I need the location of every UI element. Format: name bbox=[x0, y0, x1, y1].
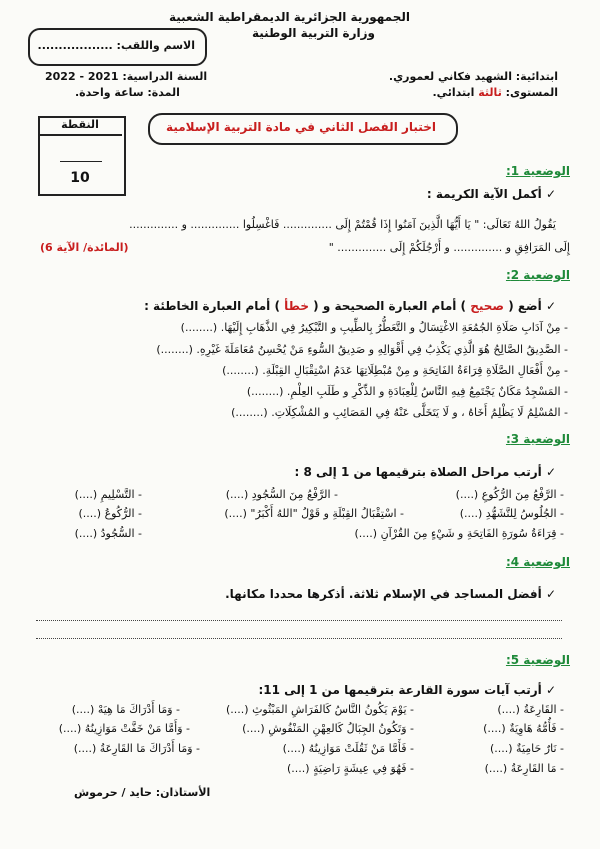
prayer-step: - الرَّفْعُ مِنَ الرُّكُوعِ (....) bbox=[455, 488, 564, 501]
section-5-title: الوضعية 5: bbox=[505, 653, 570, 667]
section-1-instruction: ✓ أكمل الآية الكريمة : bbox=[426, 187, 556, 201]
section-3-instruction: ✓ أرتب مراحل الصلاة بترقيمها من 1 إلى 8 : bbox=[294, 465, 556, 479]
statement-2: - الصَّدِيقُ الصَّالِحُ هُوَ الَّذِي يَكْذِبُ فِي أَقْوَالِهِ و صَدِيقُ السُّوءِ مَنْ يُحْسِنُ مُعَامَلَةَ غَيْرِهِ. (........) bbox=[156, 343, 568, 356]
level-label: المستوى: bbox=[501, 86, 558, 99]
verse-item: - فَهُوَ فِي عِيشَةٍ رَاضِيَةٍ (....) bbox=[287, 762, 414, 775]
prayer-step: - الجُلُوسُ لِلتَّشَهُّدِ (....) bbox=[459, 507, 564, 520]
verse-item: - فَأُمُّهُ هَاوِيَةٌ (....) bbox=[483, 722, 564, 735]
answer-line[interactable] bbox=[36, 620, 562, 621]
prayer-step: - الرُّكُوعُ (....) bbox=[78, 507, 142, 520]
score-fraction-line bbox=[60, 161, 102, 162]
section-1-title: الوضعية 1: bbox=[505, 164, 570, 178]
republic-title: الجمهورية الجزائرية الديمقراطية الشعبية bbox=[168, 10, 410, 24]
score-label: النقطة bbox=[61, 118, 99, 131]
verse-reference: (المائدة/ الآية 6) bbox=[40, 241, 129, 254]
score-total: 10 bbox=[70, 170, 90, 186]
correct-word: صحيح bbox=[470, 299, 505, 313]
level-line bbox=[432, 86, 558, 100]
prayer-step: - الرَّفْعُ مِنَ السُّجُودِ (....) bbox=[225, 488, 338, 501]
section-2-title: الوضعية 2: bbox=[505, 268, 570, 282]
verse-item: - وَمَا أَدْرَاكَ مَا القَارِعَةُ (....) bbox=[73, 742, 200, 755]
section-4-title: الوضعية 4: bbox=[505, 555, 570, 569]
verse-item: - القَارِعَةُ (....) bbox=[497, 703, 564, 716]
teachers-signature: الأستاذان: حايد / حرموش bbox=[74, 786, 211, 799]
statement-1: - مِنْ آدَابِ صَلَاةِ الجُمُعَةِ الاغْتِسَالُ و التَّعَطُّرُ بِالطِّيبِ و التَّبْكِيرُ فِي الذَّهَابِ إِلَيْهَا. (........) bbox=[180, 321, 568, 334]
statement-4: - المَسْجِدُ مَكَانٌ يَجْتَمِعُ فِيهِ النَّاسُ لِلْعِبَادَةِ و الذِّكْرِ و طَلَبِ العِلْمِ. (........) bbox=[246, 385, 568, 398]
school-name: ابتدائية: الشهيد فكاني لعموري. bbox=[388, 70, 558, 83]
verse-item: - نَارٌ حَامِيَةٌ (....) bbox=[489, 742, 564, 755]
verse-item: - يَوْمَ يَكُونُ النَّاسُ كَالفَرَاشِ المَبْثُوثِ (....) bbox=[226, 703, 414, 716]
verse-item: - مَا القَارِعَةُ (....) bbox=[484, 762, 564, 775]
school-year: السنة الدراسية: 2021 - 2022 bbox=[45, 70, 208, 83]
name-field[interactable]: الاسم واللقب: .................. bbox=[37, 39, 195, 52]
prayer-step: - اسْتِقْبَالُ القِبْلَةِ و قَوْلُ "اللهُ أَكْبَرُ" (....) bbox=[224, 507, 404, 520]
check-icon: ✓ bbox=[541, 187, 556, 201]
verse-line-2: إِلَى المَرَافِقِ و .............. و أَرْجُلَكُمْ إِلَى .............. " bbox=[328, 241, 570, 254]
wrong-word: خطأ bbox=[284, 299, 309, 313]
verse-item: - وَمَا أَدْرَاكَ مَا هِيَهْ (....) bbox=[71, 703, 180, 716]
check-icon: ✓ bbox=[541, 299, 556, 313]
section-4-instruction: ✓ أفضل المساجد في الإسلام ثلاثة. أذكرها محددا مكانها. bbox=[225, 587, 556, 601]
exam-title: اختبار الفصل الثاني في مادة التربية الإسلامية bbox=[166, 120, 436, 134]
level-suffix: ابتدائي. bbox=[432, 86, 479, 99]
prayer-step: - السُّجُودُ (....) bbox=[74, 527, 142, 540]
exam-duration: المدة: ساعة واحدة. bbox=[75, 86, 180, 99]
check-icon: ✓ bbox=[541, 465, 556, 479]
verse-item: - وَتَكُونُ الجِبَالُ كَالعِهْنِ المَنْفُوشِ (....) bbox=[242, 722, 414, 735]
check-icon: ✓ bbox=[541, 683, 556, 697]
prayer-step: - التَّسْلِيمِ (....) bbox=[74, 488, 142, 501]
answer-line[interactable] bbox=[36, 638, 562, 639]
prayer-step: - قِرَاءَةُ سُورَةِ الفَاتِحَةِ و شَيْءٍ مِنَ القُرْآنِ (....) bbox=[354, 527, 564, 540]
statement-5: - المُسْلِمُ لَا يَظْلِمُ أَخَاهُ ، و لَا يَتَخَلَّى عَنْهُ فِي المَصَائِبِ و المُشْكِلَاتِ. (........) bbox=[231, 406, 568, 419]
section-2-instruction: ✓ أضع ( صحيح ) أمام العبارة الصحيحة و ( خطأ ) أمام العبارة الخاطئة : bbox=[144, 299, 556, 313]
verse-line-1: يَقُولُ اللهُ تَعَالَى: " يَا أَيُّهَا الَّذِينَ آمَنُوا إِذَا قُمْتُمْ إِلَى .............. فَاغْسِلُوا .............. و .............. bbox=[129, 218, 556, 231]
section-3-title: الوضعية 3: bbox=[505, 432, 570, 446]
verse-item: - فَأَمَّا مَنْ ثَقُلَتْ مَوَازِينُهُ (....) bbox=[282, 742, 414, 755]
level-value: ثالثة bbox=[478, 86, 502, 99]
ministry-title: وزارة التربية الوطنية bbox=[251, 26, 375, 40]
check-icon: ✓ bbox=[541, 587, 556, 601]
statement-3: - مِنْ أَفْعَالِ الصَّلَاةِ قِرَاءَةُ الفَاتِحَةِ و مِنْ مُبْطِلَاتِهَا عَدَمُ اسْتِقْبَالِ القِبْلَةِ. (........) bbox=[222, 364, 568, 377]
section-5-instruction: ✓ أرتب آيات سورة القارعة بترقيمها من 1 إلى 11: bbox=[258, 683, 556, 697]
verse-item: - وَأَمَّا مَنْ خَفَّتْ مَوَازِينُهُ (....) bbox=[58, 722, 190, 735]
